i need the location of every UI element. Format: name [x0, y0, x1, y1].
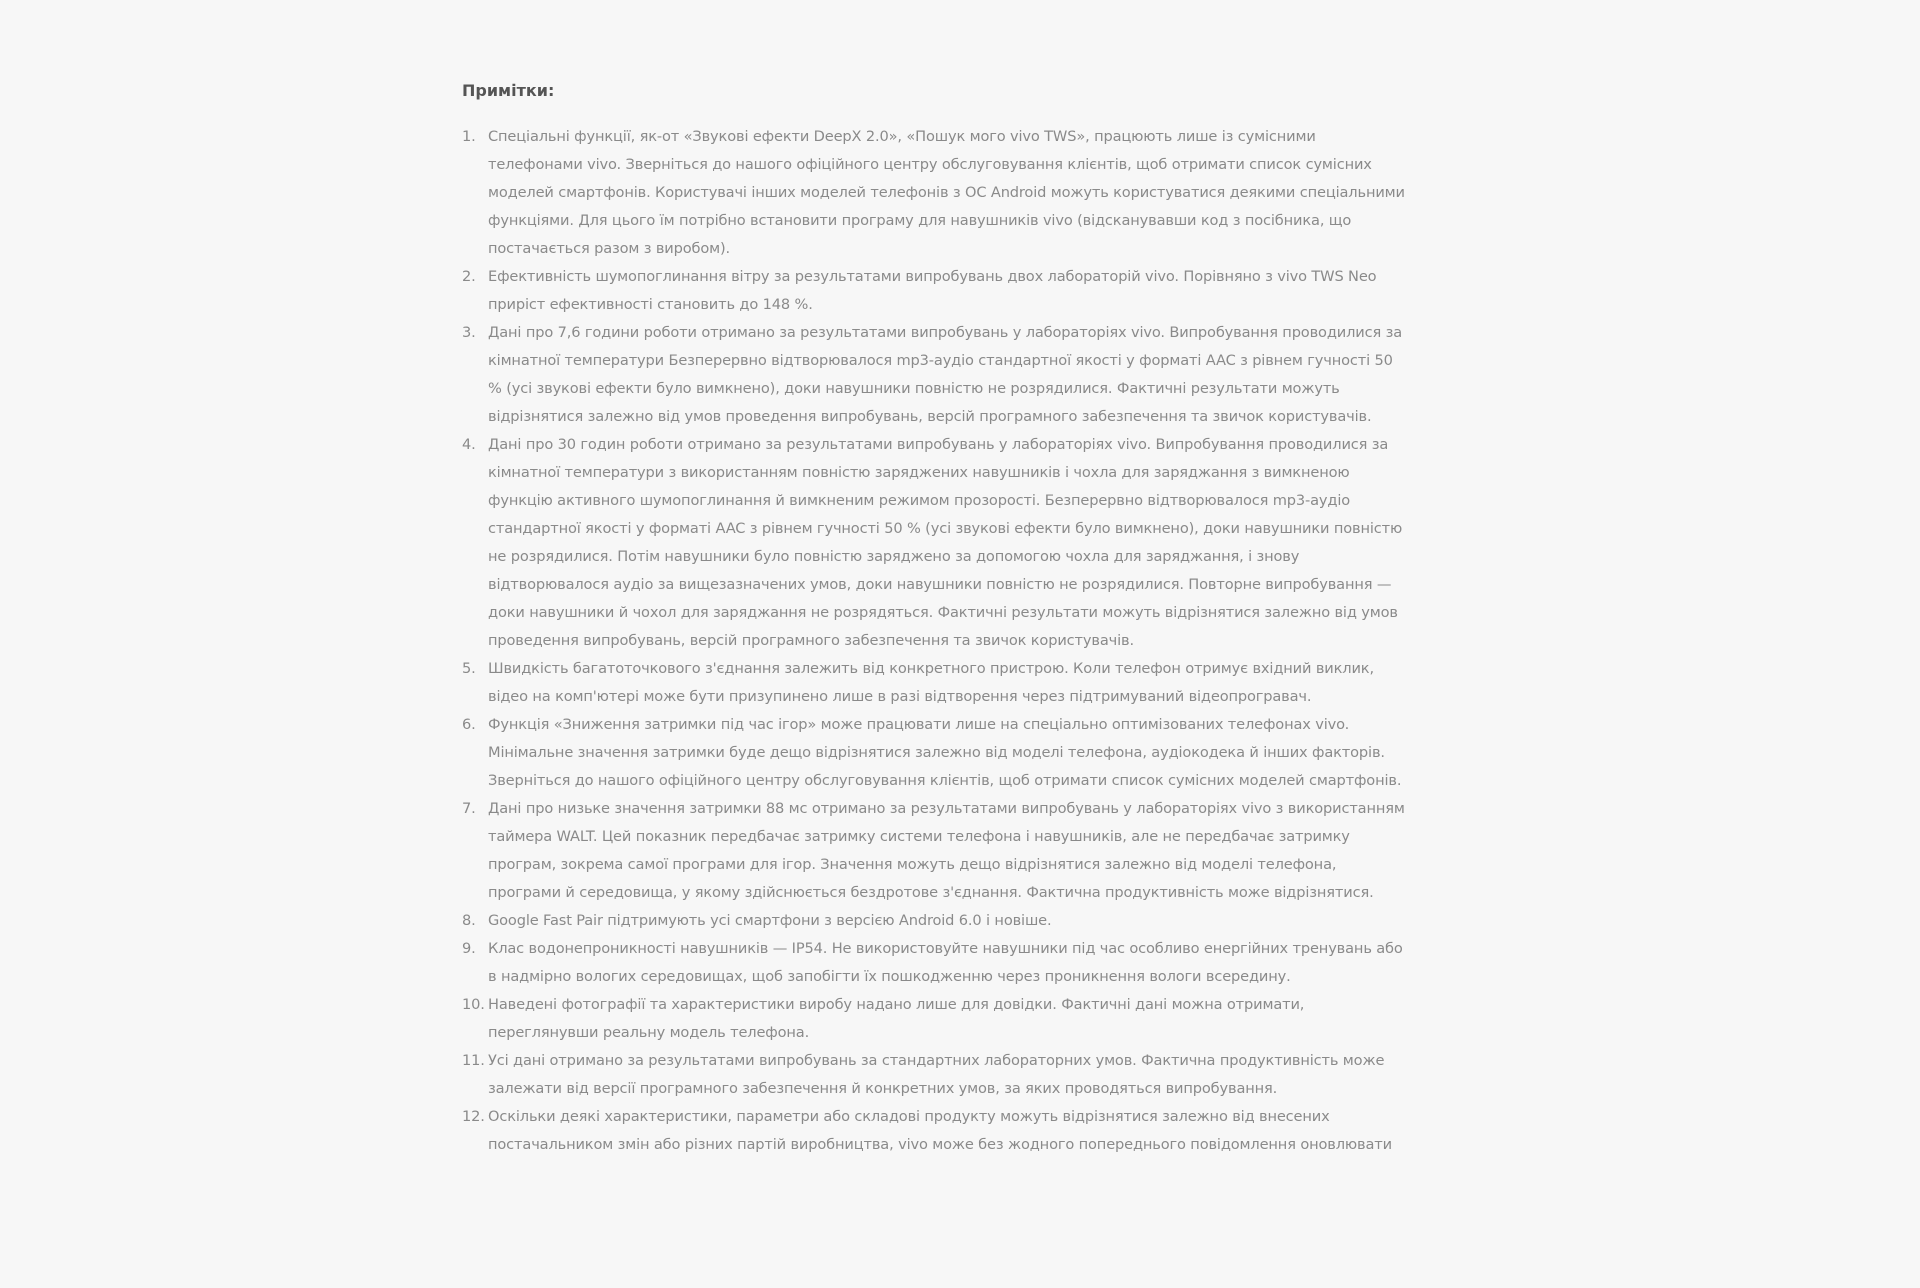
- notes-list: [462, 123, 1410, 1159]
- note-number: 9.: [462, 940, 476, 957]
- note-text: Дані про 30 годин роботи отримано за результатами випробувань у лабораторіях vivo. Випробування проводилися за кімнатної температури з використанням повністю заряджених навушників і чохла для заряджання з вимкненою функцію активного шумопоглинання й вимкненим режимом прозорості. Безперервно відтворювалося mp3-аудіо стандартної якості у форматі AAC з рівнем гучності 50 % (усі звукові ефекти було вимкнено), доки навушники повністю не розрядилися. Потім навушники було повністю заряджено за допомогою чохла для заряджання, і знову відтворювалося аудіо за вищезазначених умов, доки навушники повністю не розрядилися. Повторне випробування — доки навушники й чохол для заряджання не розрядяться. Фактичні результати можуть відрізнятися залежно від умов проведення випробувань, версій програмного забезпечення та звичок користувачів.: [488, 436, 1403, 649]
- note-number: 3.: [462, 324, 476, 341]
- note-number: 10.: [462, 996, 485, 1013]
- note-text: Наведені фотографії та характеристики виробу надано лише для довідки. Фактичні дані можна отримати, переглянувши реальну модель телефона.: [488, 996, 1305, 1041]
- note-number: 11.: [462, 1052, 485, 1069]
- note-item: [462, 263, 1410, 319]
- note-item: [462, 795, 1410, 907]
- notes-section: [462, 80, 1410, 1159]
- note-text: Дані про 7,6 години роботи отримано за результатами випробувань у лабораторіях vivo. Випробування проводилися за кімнатної температури Безперервно відтворювалося mp3-аудіо стандартної якості у форматі AAC з рівнем гучності 50 % (усі звукові ефекти було вимкнено), доки навушники повністю не розрядилися. Фактичні результати можуть відрізнятися залежно від умов проведення випробувань, версій програмного забезпечення та звичок користувачів.: [488, 324, 1403, 425]
- note-text: Швидкість багатоточкового з'єднання залежить від конкретного пристрою. Коли телефон отримує вхідний виклик, відео на комп'ютері може бути призупинено лише в разі відтворення через підтримуваний відеопрогравач.: [488, 660, 1374, 705]
- note-text: Спеціальні функції, як-от «Звукові ефекти DeepX 2.0», «Пошук мого vivo TWS», працюють лише із сумісними телефонами vivo. Зверніться до нашого офіційного центру обслуговування клієнтів, щоб отримати список сумісних моделей смартфонів. Користувачі інших моделей телефонів з ОС Android можуть користуватися деякими спеціальними функціями. Для цього їм потрібно встановити програму для навушників vivo (відсканувавши код з посібника, що постачається разом з виробом).: [488, 128, 1405, 257]
- note-number: 12.: [462, 1108, 485, 1125]
- note-number: 8.: [462, 912, 476, 929]
- note-number: 2.: [462, 268, 476, 285]
- note-item: [462, 907, 1410, 935]
- note-item: [462, 1103, 1410, 1159]
- note-item: [462, 655, 1410, 711]
- notes-title: Примітки:: [462, 81, 555, 100]
- note-text: Дані про низьке значення затримки 88 мс отримано за результатами випробувань у лабораторіях vivo з використанням таймера WALT. Цей показник передбачає затримку системи телефона і навушників, але не передбачає затримку програм, зокрема самої програми для ігор. Значення можуть дещо відрізнятися залежно від моделі телефона, програми й середовища, у якому здійснюється бездротове з'єднання. Фактична продуктивність може відрізнятися.: [488, 800, 1405, 901]
- note-text: Усі дані отримано за результатами випробувань за стандартних лабораторних умов. Фактична продуктивність може залежати від версії програмного забезпечення й конкретних умов, за яких проводяться випробування.: [488, 1052, 1385, 1097]
- note-item: [462, 711, 1410, 795]
- note-item: [462, 991, 1410, 1047]
- note-number: 1.: [462, 128, 476, 145]
- note-text: Ефективність шумопоглинання вітру за результатами випробувань двох лабораторій vivo. Порівняно з vivo TWS Neo приріст ефективності становить до 148 %.: [488, 268, 1377, 313]
- note-item: [462, 935, 1410, 991]
- note-number: 5.: [462, 660, 476, 677]
- note-text: Функція «Зниження затримки під час ігор» може працювати лише на спеціально оптимізованих телефонах vivo. Мінімальне значення затримки буде дещо відрізнятися залежно від моделі телефона, аудіокодека й інших факторів. Зверніться до нашого офіційного центру обслуговування клієнтів, щоб отримати список сумісних моделей смартфонів.: [488, 716, 1402, 789]
- note-item: [462, 1047, 1410, 1103]
- note-number: 6.: [462, 716, 476, 733]
- note-number: 7.: [462, 800, 476, 817]
- note-item: [462, 123, 1410, 263]
- note-text: Оскільки деякі характеристики, параметри або складові продукту можуть відрізнятися залежно від внесених постачальником змін або різних партій виробництва, vivo може без жодного попереднього повідомлення оновлювати: [488, 1108, 1392, 1153]
- note-item: [462, 319, 1410, 431]
- note-number: 4.: [462, 436, 476, 453]
- note-text: Google Fast Pair підтримують усі смартфони з версією Android 6.0 і новіше.: [488, 912, 1052, 929]
- note-text: Клас водонепроникності навушників — IP54. Не використовуйте навушники під час особливо енергійних тренувань або в надмірно вологих середовищах, щоб запобігти їх пошкодженню через проникнення вологи всередину.: [488, 940, 1403, 985]
- note-item: [462, 431, 1410, 655]
